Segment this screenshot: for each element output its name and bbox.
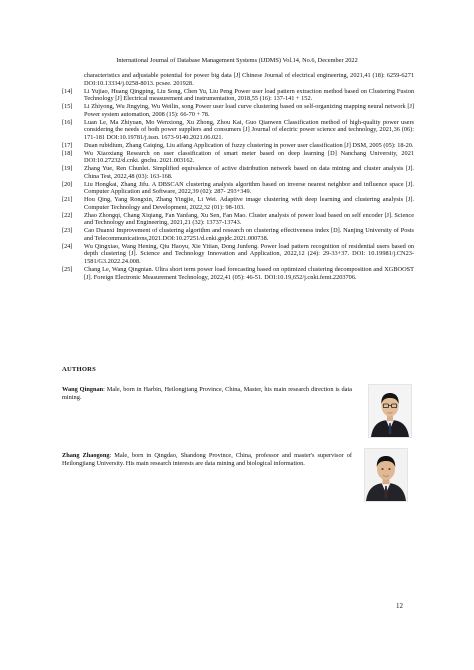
author-bio-text: : Male, born in Harbin, Heilongjiang Province, China, Master, his main research direction is data mining. xyxy=(62,386,352,401)
reference-text: Li Yujiao, Huang Qingping, Liu Song, Chen Yu, Liu Peng Power user load pattern extraction method based on Clustering Fusion Technology [J] Electrical measurement and instrumentation, 2018,55 (16): 137-141 + 152. xyxy=(84,87,414,103)
reference-number: [17] xyxy=(62,141,73,149)
reference-text: Li Zhiyong, Wu Jingying, Wu Weilin, song Power user load curve clustering based on self-organizing mapping neural network [J] Power system automation, 2008 (15): 66-70 + 78. xyxy=(84,103,414,118)
author-name: Wang Qingnan xyxy=(62,386,104,393)
reference-item xyxy=(62,266,414,282)
portrait-image xyxy=(365,449,407,501)
reference-text: Luan Le, Ma Zhiyuan, Mo Wenxiong, Xu Zhong, Zhou Kai, Guo Qianwen Classification method of high-quality power users considering the needs of both power suppliers and consumers [J] Journal of electric power science and technology, 2021,36 (06): 171-181 DOI:10.19781/j.issn. 1673-9140.2021.06.021. xyxy=(84,118,414,141)
journal-header: International Journal of Database Management Systems (IJDMS) Vol.14, No.6, December 2022 xyxy=(116,57,358,64)
reference-item xyxy=(62,150,414,166)
author-name: Zhang Zhaogong xyxy=(62,452,110,459)
author-photo-zhang xyxy=(364,448,408,502)
reference-text: Duan rubidium, Zhang Caiqing, Liu aifang Application of fuzzy clustering in power user classification [J] DSM, 2005 (05): 18-20. xyxy=(84,141,414,149)
reference-number: [14] xyxy=(62,87,73,95)
reference-number: [25] xyxy=(62,265,73,273)
page-number: 12 xyxy=(396,602,403,610)
reference-text: Zhang Yue, Ren Chunlei. Simplified equivalence of active distribution network based on data mining and cluster analysis [J]. China Test, 2022,48 (03): 163-168. xyxy=(84,165,414,180)
reference-item xyxy=(62,181,414,197)
reference-item xyxy=(62,196,414,212)
reference-item xyxy=(62,142,414,150)
reference-number: [18] xyxy=(62,149,73,157)
reference-number: [20] xyxy=(62,180,73,188)
reference-item xyxy=(62,88,414,104)
reference-text: Wu Qingxiao, Wang Hening, Qiu Haoyu, Xie Yitian, Dong Junfeng. Power load pattern recognition of residential users based on depth clustering [J]. Science and Technology Innovation and Application, 2022,12 (24): 29-33+37. DOI: 10.19981/j.CN23- 1581/G3.2022.24.008. xyxy=(84,242,414,265)
reference-number: [21] xyxy=(62,196,73,203)
reference-item xyxy=(62,103,414,119)
reference-number: [24] xyxy=(62,242,73,250)
reference-number: [22] xyxy=(62,211,73,219)
reference-text: Chang Le, Wang Qingnian. Ultra short term power load forecasting based on optimized clustering decomposition and XGBOOST [J]. Foreign Electronic Measurement Technology, 2022,41 (05): 46-51. DOI:10.19,652/j.cnki.femt.2203706. xyxy=(84,265,414,281)
reference-list xyxy=(62,72,414,281)
reference-number: [15] xyxy=(62,103,73,110)
reference-item xyxy=(62,119,414,142)
reference-number: [16] xyxy=(62,118,73,126)
reference-text: Wu Xiaoxiang Research on user classification of smart meter based on deep learning [D] Nanchang University, 2021 DOI:10.27232/d.cnki. gnchu. 2021.003162. xyxy=(84,149,414,165)
author-bio-text: : Male, born in Qingdao, Shandong Province, China, professor and master's supervisor of Heilongjiang University. His main research interests are data mining and biological information. xyxy=(62,452,352,467)
reference-continuation xyxy=(62,72,414,88)
reference-text: Cao Duanxi Improvement of clustering algorithm and research on clustering effectiveness index [D]. Nanjing University of Posts and Telecommunications,2021.DOI:10.27251/d.cnki.gnjdc.2021.000738. xyxy=(84,227,414,242)
reference-item xyxy=(62,243,414,266)
portrait-image xyxy=(369,385,411,437)
reference-number: [19] xyxy=(62,165,73,172)
authors-heading: AUTHORS xyxy=(62,366,97,373)
reference-number: [23] xyxy=(62,227,73,234)
reference-text: characteristics and adjustable potential for power big data [J] Chinese Journal of electrical engineering, 2021,41 (18): 6259-6271 DOI:10.13334/j.0258-8013. pcsee. 201928. xyxy=(84,72,414,87)
reference-text: Liu Hongkai, Zhang Jifu. A DBSCAN clustering analysis algorithm based on inverse nearest neighbor and influence space [J]. Computer Application and Software, 2022,39 (02): 287- 293+349. xyxy=(84,180,414,196)
reference-item xyxy=(62,212,414,228)
author-bio-zhang xyxy=(62,452,352,468)
author-bio-wang xyxy=(62,386,352,402)
reference-item xyxy=(62,165,414,181)
author-photo-wang xyxy=(368,384,412,438)
reference-text: Hou Qing, Yang Rongxin, Zhang Yingjie, Li Wei. Adaptive image clustering with deep learning and clustering analysis [J]. Computer Technology and Development, 2022,32 (01): 98-103. xyxy=(84,196,414,211)
reference-item xyxy=(62,227,414,243)
reference-text: Zhao Zhongqi, Chang Xiqiang, Fan Yanfang, Xu Sen, Fan Mao. Cluster analysis of power load based on self encoder [J]. Science and Technology and Engineering, 2021,21 (32): 13737-13743. xyxy=(84,211,414,227)
